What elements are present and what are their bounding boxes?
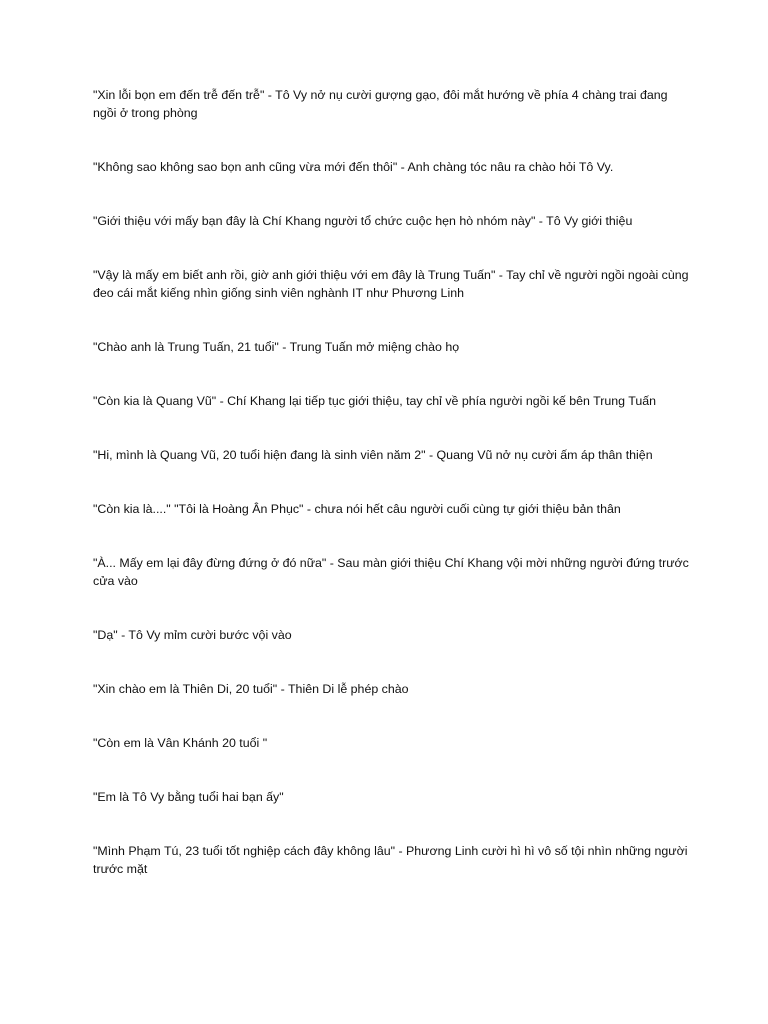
paragraph: "Xin lỗi bọn em đến trễ đến trễ" - Tô Vy nở nụ cười gượng gạo, đôi mắt hướng về phía 4 chàng trai đang ngồi ở trong phòng — [93, 88, 668, 120]
document-body — [93, 86, 693, 914]
paragraph: "Vậy là mấy em biết anh rồi, giờ anh giới thiệu với em đây là Trung Tuấn" - Tay chỉ về người ngồi ngoài cùng đeo cái mắt kiếng nhìn giống sinh viên nghành IT như Phương Linh — [93, 268, 689, 300]
paragraph: "Giới thiệu với mấy bạn đây là Chí Khang người tổ chức cuộc hẹn hò nhóm này" - Tô Vy giới thiệu — [93, 214, 633, 228]
paragraph: "Không sao không sao bọn anh cũng vừa mới đến thôi" - Anh chàng tóc nâu ra chào hỏi Tô Vy. — [93, 160, 614, 174]
paragraph: "Xin chào em là Thiên Di, 20 tuổi" - Thiên Di lễ phép chào — [93, 682, 409, 696]
paragraph: "Còn kia là Quang Vũ" - Chí Khang lại tiếp tục giới thiệu, tay chỉ về phía người ngồi kế bên Trung Tuấn — [93, 394, 657, 408]
paragraph: "Còn kia là...." "Tôi là Hoàng Ân Phục" - chưa nói hết câu người cuối cùng tự giới thiệu bản thân — [93, 502, 621, 516]
paragraph: "Mình Phạm Tú, 23 tuổi tốt nghiệp cách đây không lâu" - Phương Linh cười hì hì vô số tội nhìn những người trước mặt — [93, 844, 688, 876]
paragraph: "Dạ" - Tô Vy mỉm cười bước vội vào — [93, 628, 292, 642]
paragraph: "À... Mấy em lại đây đừng đứng ở đó nữa" - Sau màn giới thiệu Chí Khang vội mời những người đứng trước cửa vào — [93, 556, 689, 588]
paragraph: "Còn em là Vân Khánh 20 tuổi " — [93, 736, 268, 750]
paragraph: "Chào anh là Trung Tuấn, 21 tuổi" - Trung Tuấn mở miệng chào họ — [93, 340, 460, 354]
paragraph: "Em là Tô Vy bằng tuổi hai bạn ấy" — [93, 790, 284, 804]
paragraph: "Hi, mình là Quang Vũ, 20 tuổi hiện đang là sinh viên năm 2" - Quang Vũ nở nụ cười ấm áp thân thiện — [93, 448, 653, 462]
